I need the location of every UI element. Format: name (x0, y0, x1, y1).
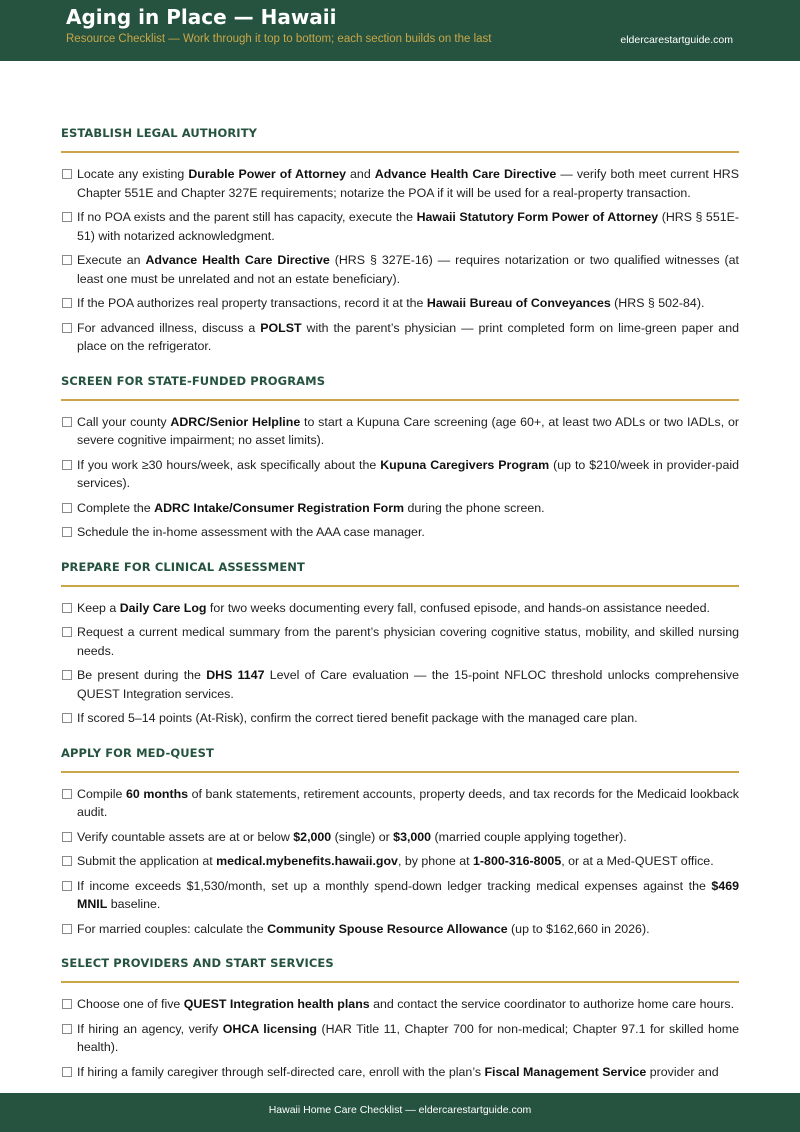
item-text: If hiring a family caregiver through self-directed care, enroll with the plan’s (77, 1064, 485, 1079)
bold-term: ADRC Intake/Consumer Registration Form (154, 500, 405, 515)
section-divider (61, 981, 739, 983)
item-text: , by phone at (397, 854, 474, 868)
page-subtitle: Resource Checklist — Work through it top to bottom; each section builds on the last (66, 33, 492, 45)
bold-term: medical.mybenefits.hawaii.gov (216, 854, 398, 868)
item-text: Locate any existing (77, 167, 189, 181)
checkbox[interactable] (62, 832, 72, 842)
item-text: for two weeks documenting every fall, confused episode, and hands-on assistance needed. (206, 600, 710, 615)
item-text: baseline. (107, 897, 161, 911)
checkbox[interactable] (62, 1067, 72, 1077)
item-text: Submit the application at (77, 854, 217, 868)
checkbox[interactable] (62, 670, 72, 680)
checklist-item (61, 523, 739, 542)
checkbox[interactable] (62, 460, 72, 470)
bold-term: Kupuna Caregivers Program (380, 457, 550, 472)
site-name: eldercarestartguide.com (620, 34, 733, 46)
checklist-section (61, 946, 739, 1081)
checkbox[interactable] (62, 789, 72, 799)
section-divider (61, 585, 739, 587)
section-title: PREPARE FOR CLINICAL ASSESSMENT (61, 559, 305, 574)
bold-term: 1-800-316-8005 (473, 854, 562, 868)
bold-term: $469 MNIL (77, 878, 739, 911)
checkbox[interactable] (62, 881, 72, 891)
checklist-item (61, 1063, 739, 1082)
section-title: ESTABLISH LEGAL AUTHORITY (61, 126, 258, 140)
checklist-item (61, 251, 739, 288)
section-divider (61, 771, 739, 773)
item-text: (HRS § 551E-51) with notarized acknowledgment. (77, 210, 739, 243)
bold-term: Advance Health Care Directive (145, 253, 330, 267)
item-text: (HRS § 502-84). (610, 296, 705, 310)
checklist-item (61, 1020, 739, 1057)
checkbox[interactable] (62, 856, 72, 866)
checklist-item (61, 623, 739, 660)
checkbox[interactable] (62, 212, 72, 222)
bold-term: Hawaii Statutory Form Power of Attorney (416, 210, 659, 224)
bold-term: Daily Care Log (119, 600, 207, 615)
checklist-section (61, 116, 739, 356)
checklist-section (61, 736, 739, 939)
checklist-item (61, 456, 739, 493)
checklist-section (61, 364, 739, 542)
item-text: Complete the (77, 500, 155, 515)
checklist-item (61, 995, 739, 1014)
item-text: For married couples: calculate the (77, 921, 268, 936)
checkbox[interactable] (62, 323, 72, 333)
item-text: (up to $162,660 in 2026). (507, 921, 650, 936)
checkbox[interactable] (62, 503, 72, 513)
bold-term: $2,000 (293, 829, 332, 844)
page-footer (0, 1093, 800, 1132)
bold-term: ADRC/Senior Helpline (170, 414, 301, 429)
item-text: to start a Kupuna Care screening (age 60+, at least two ADLs or two IADLs, or severe cognitive impairment; no asset limits). (77, 414, 739, 447)
checklist-item (61, 165, 739, 202)
bold-term: QUEST Integration health plans (183, 997, 370, 1011)
bold-term: Advance Health Care Directive (374, 167, 557, 181)
checklist-item (61, 852, 739, 871)
item-text: (HRS § 327E-16) — requires notarization or two qualified witnesses (at least one must be unrelated and not an estate beneficiary). (77, 253, 739, 286)
checkbox[interactable] (62, 298, 72, 308)
checklist-item (61, 413, 739, 450)
item-text: Be present during the (77, 668, 207, 682)
bold-term: Community Spouse Resource Allowance (267, 921, 508, 936)
item-text: (married couple applying together). (431, 829, 627, 844)
checklist-item (61, 877, 739, 914)
bold-term: OHCA licensing (222, 1021, 317, 1036)
item-text: (single) or (331, 829, 394, 844)
item-text: during the phone screen. (404, 500, 545, 515)
checklist-item (61, 920, 739, 939)
checkbox[interactable] (62, 255, 72, 265)
bold-term: DHS 1147 (206, 668, 265, 682)
checklist-item (61, 828, 739, 847)
item-text: and (345, 167, 375, 181)
bold-term: POLST (260, 320, 302, 335)
item-text: If hiring an agency, verify (77, 1021, 223, 1036)
checklist-item (61, 709, 739, 728)
checklist-item (61, 785, 739, 822)
checkbox[interactable] (62, 627, 72, 637)
item-text: Schedule the in-home assessment with the AAA case manager. (77, 525, 425, 539)
checklist-item (61, 599, 739, 618)
item-text: (HAR Title 11, Chapter 700 for non-medical; Chapter 97.1 for skilled home health). (77, 1021, 739, 1054)
bold-term: Durable Power of Attorney (188, 167, 346, 181)
item-text: (up to $210/week in provider-paid services). (77, 457, 739, 490)
checklist-item (61, 319, 739, 356)
checkbox[interactable] (62, 999, 72, 1009)
footer-text: Hawaii Home Care Checklist — eldercarestartguide.com (268, 1104, 532, 1116)
item-text: If you work ≥30 hours/week, ask specifically about the (77, 457, 381, 472)
page-header (0, 0, 800, 61)
section-title: APPLY FOR MED-QUEST (61, 745, 214, 760)
checkbox[interactable] (62, 603, 72, 613)
checklist-content (61, 116, 739, 1089)
checklist-item (61, 499, 739, 518)
checklist-item (61, 208, 739, 245)
item-text: — verify both meet current HRS Chapter 551E and Chapter 327E requirements; notarize the POA if it will be used for a real-property transaction. (77, 167, 739, 200)
bold-term: Fiscal Management Service (484, 1064, 647, 1079)
item-text: Choose one of five (77, 997, 184, 1011)
checkbox[interactable] (62, 713, 72, 723)
section-title: SCREEN FOR STATE-FUNDED PROGRAMS (61, 373, 326, 388)
checkbox[interactable] (62, 417, 72, 427)
checklist-item (61, 666, 739, 703)
checkbox[interactable] (62, 169, 72, 179)
section-divider (61, 151, 739, 153)
item-text: Compile (77, 786, 126, 801)
bold-term: Hawaii Bureau of Conveyances (426, 296, 611, 310)
checkbox[interactable] (62, 1024, 72, 1034)
checklist-section (61, 550, 739, 728)
checkbox[interactable] (62, 527, 72, 537)
item-text: of bank statements, retirement accounts, property deeds, and tax records for the Medicaid lookback audit. (77, 786, 739, 819)
bold-term: 60 months (126, 786, 189, 801)
item-text: and contact the service coordinator to authorize home care hours. (369, 997, 735, 1011)
item-text: Execute an (77, 253, 146, 267)
item-text: Request a current medical summary from the parent’s physician covering cognitive status, mobility, and skilled nursing needs. (77, 625, 739, 658)
item-text: For advanced illness, discuss a (77, 320, 261, 335)
item-text: If no POA exists and the parent still has capacity, execute the (77, 210, 417, 224)
item-text: Verify countable assets are at or below (77, 829, 294, 844)
item-text: Level of Care evaluation — the 15-point NFLOC threshold unlocks comprehensive QUEST Integration services. (77, 668, 739, 701)
checkbox[interactable] (62, 924, 72, 934)
item-text: , or at a Med-QUEST office. (561, 854, 714, 868)
item-text: with the parent’s physician — print completed form on lime-green paper and place on the refrigerator. (77, 320, 739, 353)
page-title: Aging in Place — Hawaii (66, 5, 337, 29)
item-text: provider and (646, 1064, 719, 1079)
item-text: Keep a (77, 600, 120, 615)
item-text: If the POA authorizes real property transactions, record it at the (77, 296, 427, 310)
item-text: If income exceeds $1,530/month, set up a monthly spend-down ledger tracking medical expenses against the (77, 878, 712, 893)
bold-term: $3,000 (393, 829, 432, 844)
item-text: Call your county (77, 414, 171, 429)
checklist-item (61, 294, 739, 313)
section-divider (61, 399, 739, 401)
item-text: If scored 5–14 points (At-Risk), confirm the correct tiered benefit package with the managed care plan. (77, 711, 638, 725)
section-title: SELECT PROVIDERS AND START SERVICES (61, 956, 334, 970)
